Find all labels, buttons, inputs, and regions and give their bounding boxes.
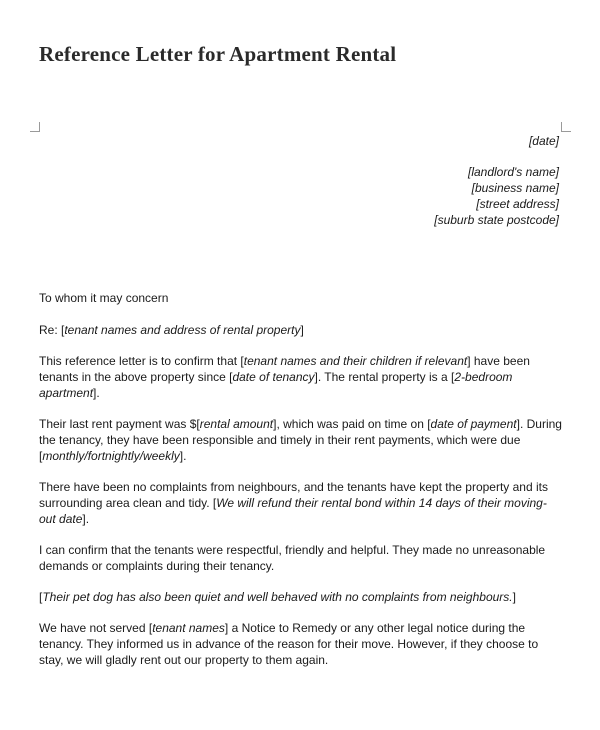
address-line: [street address] [476,197,559,211]
placeholder-rental-amount: rental amount [199,417,274,431]
address-line: [suburb state postcode] [434,213,559,227]
address-line: [landlord's name] [467,165,559,179]
placeholder-date-of-payment: date of payment [430,417,517,431]
address-line: [business name] [471,181,559,195]
re-prefix: Re: [ [39,323,65,337]
text-run: [ [39,590,43,604]
date-placeholder: [date] [528,134,559,148]
re-subject-placeholder: tenant names and address of rental property [64,323,301,337]
paragraph-conduct: I can confirm that the tenants were respectful, friendly and helpful. They made no unreasonable demands or complaints during their tenancy. [39,543,546,573]
date-line [529,133,559,149]
text-run: ] have been tenants in the above property since [ [39,354,530,384]
placeholder-property-type: 2-bedroom apartment [39,370,513,400]
margin-marker-left-icon [30,122,40,132]
text-run: ]. [93,386,100,400]
document-title: Reference Letter for Apartment Rental [39,42,397,66]
re-line [39,322,563,338]
paragraph-neighbours [39,479,563,527]
re-suffix: ] [300,323,304,337]
placeholder-date-of-tenancy: date of tenancy [232,370,315,384]
text-run: ], which was paid on time on [ [273,417,431,431]
placeholder-tenant-names: tenant names [152,621,225,635]
text-run: ]. [82,512,90,526]
text-run: Their last rent payment was $[ [39,417,200,431]
placeholder-pet-statement: Their pet dog has also been quiet and well behaved with no complaints from neighbours. [42,590,513,604]
text-run: ] a Notice to Remedy or any other legal notice during the tenancy. They informed us in advance of the reason for their move. However, if they choose to stay, we will gladly rent out our property to them again. [39,621,539,667]
text-run: ]. [179,449,187,463]
text-run: ]. The rental property is a [ [314,370,455,384]
text-run: This reference letter is to confirm that [ [39,354,244,368]
placeholder-payment-frequency: monthly/fortnightly/weekly [42,449,180,463]
text-run: There have been no complaints from neighbours, and the tenants have kept the property and its surrounding area clean and tidy. [ [39,480,548,510]
salutation: To whom it may concern [39,291,169,305]
paragraph-rent-payment [39,416,563,464]
text-run: ] [512,590,516,604]
text-run: We have not served [ [39,621,153,635]
recipient-address [434,164,559,228]
placeholder-bond-refund: We will refund their rental bond within 14 days of their moving-out date [39,496,547,526]
paragraph-pet [39,589,563,605]
text-run: ]. During the tenancy, they have been responsible and timely in their rent payments, which were due [ [39,417,562,463]
margin-marker-right-icon [561,122,571,132]
letter-body [39,290,563,683]
placeholder-tenant-names: tenant names and their children if relevant [243,354,468,368]
paragraph-notice [39,620,563,668]
paragraph-confirmation [39,353,563,401]
